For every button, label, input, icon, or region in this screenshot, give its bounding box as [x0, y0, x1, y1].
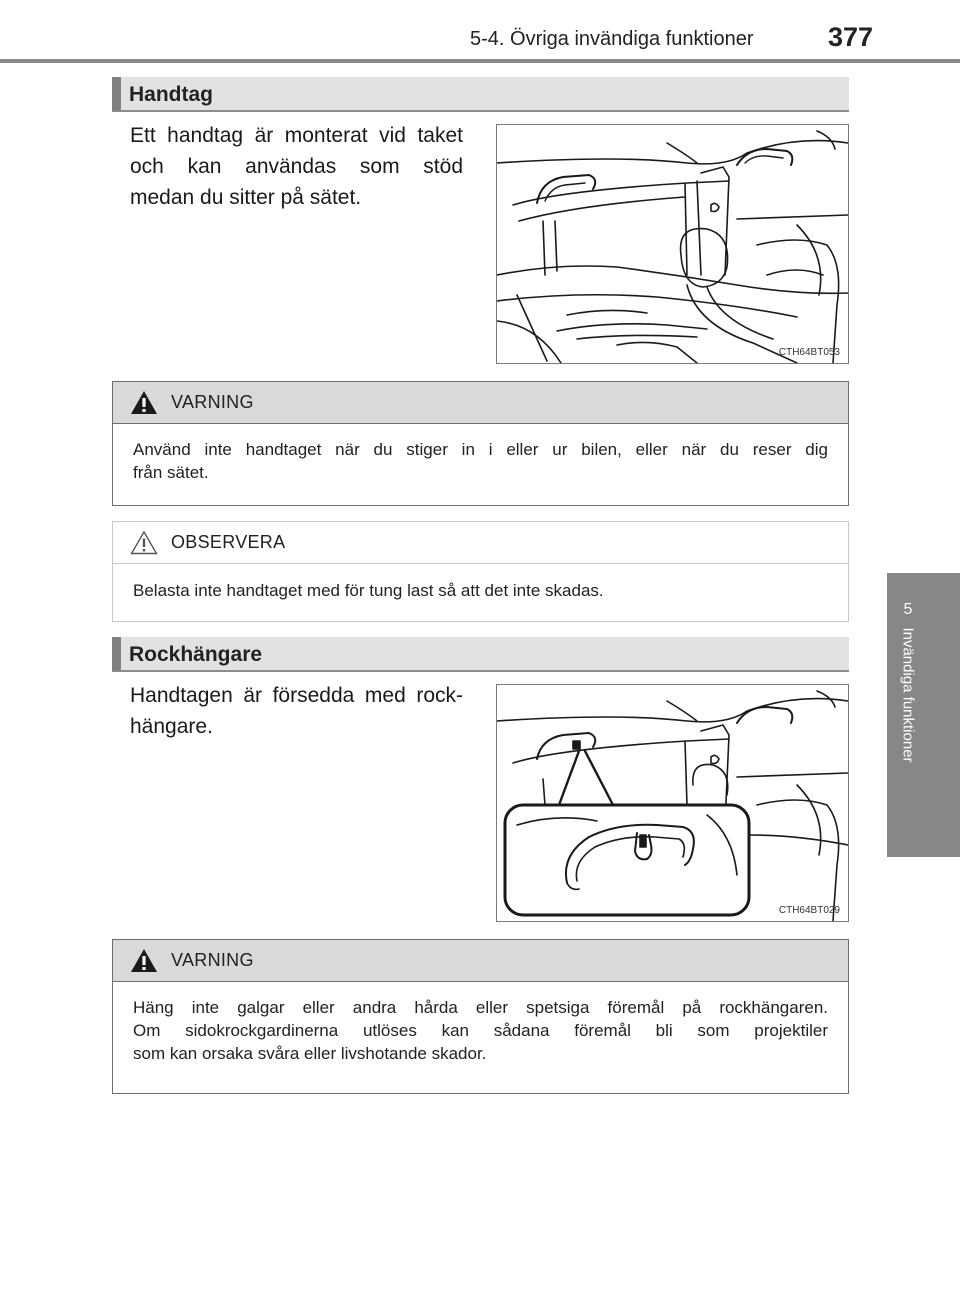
section-heading-rockhangare — [112, 637, 849, 672]
warning-text-line: Häng inte galgar eller andra hårda eller spetsiga föremål på rockhängaren. — [133, 998, 828, 1017]
section-paragraph-rockhangare — [130, 680, 463, 742]
section-heading-bar — [112, 637, 121, 670]
warning-box-header — [113, 940, 848, 982]
figure-coat-hook — [496, 684, 849, 922]
paragraph-line: Handtagen är försedda med rock- — [130, 684, 463, 707]
chapter-side-tab — [887, 573, 960, 857]
notice-text — [113, 564, 848, 616]
warning-text — [113, 982, 848, 1079]
assist-grip-illustration — [497, 125, 848, 363]
figure-assist-grip — [496, 124, 849, 364]
section-paragraph-handtag — [130, 120, 463, 213]
notice-box-header — [113, 522, 848, 564]
warning-title: VARNING — [171, 950, 254, 970]
paragraph-line: Ett handtag är monterat vid taket — [130, 124, 463, 147]
paragraph-line: medan du sitter på sätet. — [130, 186, 362, 209]
paragraph-line: hängare. — [130, 715, 213, 738]
figure-code: CTH64BT029 — [778, 905, 840, 916]
chapter-title: 5-4. Övriga invändiga funktioner — [470, 28, 754, 50]
notice-box — [112, 521, 849, 622]
warning-triangle-icon — [130, 948, 158, 973]
warning-box — [112, 381, 849, 506]
section-heading-text: Rockhängare — [129, 643, 263, 666]
warning-text-line: från sätet. — [133, 463, 209, 482]
warning-triangle-icon — [130, 390, 158, 415]
warning-text-line: Om sidokrockgardinerna utlöses kan sådana föremål bli som projektiler — [133, 1021, 828, 1040]
section-heading-text: Handtag — [129, 83, 213, 106]
section-heading-handtag — [112, 77, 849, 112]
notice-text-line: Belasta inte handtaget med för tung last så att det inte skadas. — [133, 581, 604, 600]
header-rule — [0, 59, 960, 63]
section-heading-bar — [112, 77, 121, 110]
warning-text — [113, 424, 848, 498]
warning-text-line: Använd inte handtaget när du stiger in i eller ur bilen, eller när du reser dig — [133, 440, 828, 459]
notice-title: OBSERVERA — [171, 532, 286, 552]
warning-text-line: som kan orsaka svåra eller livshotande skador. — [133, 1044, 487, 1063]
figure-code: CTH64BT053 — [778, 347, 840, 358]
chapter-tab-label: Invändiga funktioner — [899, 627, 917, 763]
page-number: 377 — [828, 22, 874, 52]
chapter-tab-number: 5 — [903, 601, 913, 618]
paragraph-line: och kan användas som stöd — [130, 155, 463, 178]
warning-title: VARNING — [171, 392, 254, 412]
coat-hook-illustration — [497, 685, 848, 921]
caution-outline-icon — [130, 530, 158, 555]
warning-box — [112, 939, 849, 1094]
warning-box-header — [113, 382, 848, 424]
